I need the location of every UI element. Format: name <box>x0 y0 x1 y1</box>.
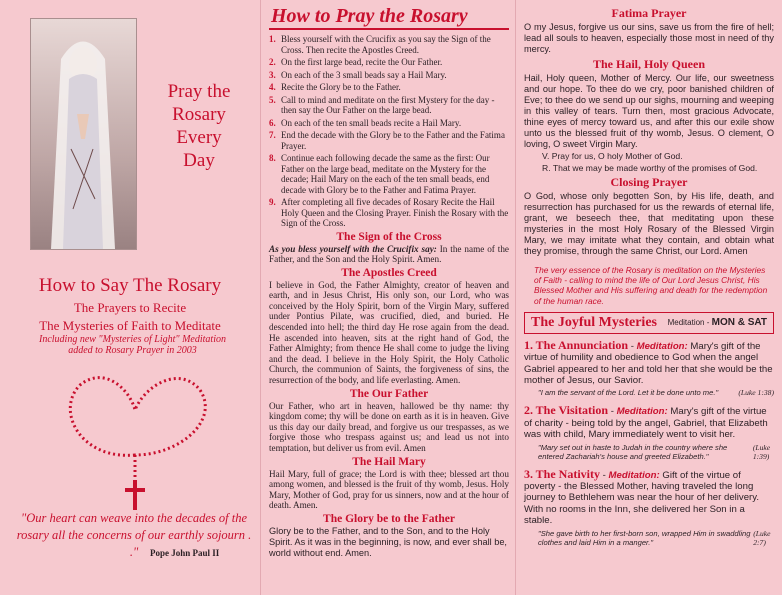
step-text: On the first large bead, recite the Our Father. <box>281 57 443 67</box>
step-text: Recite the Glory be to the Father. <box>281 82 401 92</box>
rosary-beads-icon <box>50 370 220 515</box>
step-item <box>269 34 509 55</box>
hail-holy-queen-title: The Hail, Holy Queen <box>592 57 705 71</box>
quote-text: "She gave birth to her first-born son, wrapped Him in swaddling clothes and laid Him in a manger." <box>538 528 751 547</box>
middle-panel <box>260 0 515 595</box>
mystery-number: 3. <box>524 466 533 481</box>
our-father-text: Our Father, who art in heaven, hallowed be thy name: thy kingdom come; thy will be done on earth as it is in heaven. Give us this day our daily bread, and forgive us our trespasses, as we forgive those who trespass against us; and lead us not into temptation, but deliver us from evil. Amen <box>269 400 509 453</box>
joyful-mysteries-header <box>524 312 774 334</box>
mystery-number: 1. <box>524 337 533 352</box>
pray-line: Every <box>176 127 222 148</box>
step-text: On each of the ten small beads recite a Hail Mary. <box>281 117 462 128</box>
prayers-subtitle: The Prayers to Recite <box>73 300 187 315</box>
mystery-item: 1. The Annunciation - Meditation: Mary's gift of the virtue of humility and obedience to God when the angel Gabriel appeared to her and told her that she would be the mother of Jesus, our Savior. <box>524 337 773 387</box>
madonna-image <box>30 18 137 250</box>
pray-line: Day <box>183 150 215 171</box>
quote-ref: (Luke 1:39) <box>752 442 771 461</box>
days-label: Meditation - <box>667 318 710 328</box>
hail-holy-queen-text: Hail, Holy queen, Mother of Mercy. Our life, our sweetness and our hope. To thee do we cry, poor banished children of Eve; to thee do we send up our sighs, mourning and weeping in this valley of tears. Turn then, most gracious Advocate, thine eyes of mercy toward us, and after this our exile show unto us the blessed fruit of thy womb, Jesus. O clement, O loving, O sweet Virgin Mary. <box>524 73 774 149</box>
step-item <box>269 82 509 93</box>
sign-of-cross-text <box>269 244 509 265</box>
quote-text: "I am the servant of the Lord. Let it be done unto me." <box>538 388 719 398</box>
closing-prayer-title: Closing Prayer <box>610 175 688 189</box>
step-text: Bless yourself with the Crucifix as you say the Sign of the Cross. Then recite the Apostles Creed. <box>281 34 491 55</box>
step-number: 1. <box>269 34 276 44</box>
glory-be-text: Glory be to the Father, and to the Son, and to the Holy Spirit. As it was in the beginning, is now, and ever shall be, world without end. Amen. <box>269 525 507 558</box>
step-item <box>269 153 509 195</box>
response: R. That we may be made worthy of the promises of God. <box>542 162 758 173</box>
step-text: After completing all five decades of Rosary Recite the Hail Holy Queen and the Closing Prayer. Finish the Rosary with the Sign of the Cross. <box>281 197 509 228</box>
step-text: Continue each following decade the same as the first: Our Father on the large bead, meditate on the Mystery for the decade; Hail Mary on the each of the ten small beads, end decade with Glory be to the Father and Fatima Prayer. <box>281 153 490 195</box>
sign-body: In the name of the Father, and the Son and the Holy Spirit. Amen. <box>269 243 509 265</box>
meditation-label: Meditation: <box>616 406 668 418</box>
scripture-quote <box>538 388 774 397</box>
pope-quote: "Our heart can weave into the decades of the rosary all the concerns of our earthly sojourn . ." <box>16 511 252 559</box>
closing-prayer-text: O God, whose only begotten Son, by His life, death, and resurrection has purchased for us the rewards of eternal life, grant, we beseech thee, that meditating upon these mysteries in the most Holy Rosary of the Blessed Virgin Mary, we may imitate what they contain, and obtain what they promise, through the same Christ, our Lord. Amen <box>524 191 774 256</box>
quote-text: "Mary set out in haste to Judah in the country where she entered Zachariah's house and greeted Elizabeth." <box>538 442 728 461</box>
joyful-title: The Joyful Mysteries <box>531 314 657 330</box>
light-note-line: Including new "Mysteries of Light" Meditation <box>39 334 226 345</box>
right-panel <box>515 0 782 595</box>
step-text: End the decade with the Glory be to the Father and the Fatima Prayer. <box>281 130 505 151</box>
meditation-label: Meditation: <box>608 469 660 481</box>
step-number: 2. <box>269 57 276 67</box>
step-number: 8. <box>269 153 276 163</box>
sign-of-cross-title: The Sign of the Cross <box>336 230 442 243</box>
steps-list <box>269 34 509 229</box>
step-number: 3. <box>269 69 276 80</box>
step-item <box>269 118 509 129</box>
hail-mary-title: The Hail Mary <box>352 455 426 468</box>
step-number: 5. <box>269 94 276 105</box>
fatima-title: Fatima Prayer <box>611 6 687 20</box>
hail-mary-text: Hail Mary, full of grace; the Lord is with thee; blessed art thou among women, and blessed is the fruit of thy womb, Jesus. Holy Mary, Mother of God, pray for us sinners, now and at the hour of death. Amen. <box>269 468 509 511</box>
versicle: V. Pray for us, O holy Mother of God. <box>542 151 683 161</box>
page-title: How to Pray the Rosary <box>269 4 509 30</box>
sign-lead: As you bless yourself with the Crucifix say: <box>269 243 437 254</box>
quote-ref: (Luke 1:38) <box>738 388 774 398</box>
pope-attribution: Pope John Paul II <box>150 548 220 558</box>
apostles-creed-title: The Apostles Creed <box>341 266 437 279</box>
step-item <box>269 130 509 151</box>
glory-be-title: The Glory be to the Father <box>323 512 455 525</box>
step-item <box>269 70 509 81</box>
scripture-quote <box>538 529 774 547</box>
praying-virgin-icon <box>31 19 136 249</box>
mystery-text: Gift of the virtue of poverty - the Blessed Mother, having traveled the long journey to Bethlehem was near the hour of her delivery. With no rooms in the Inn, she delivered her Son in a stable. <box>524 469 759 527</box>
mystery-name: The Annunciation <box>535 337 629 352</box>
mysteries-subtitle: The Mysteries of Faith to Meditate <box>39 318 221 333</box>
step-number: 9. <box>269 197 276 207</box>
mystery-name: The Visitation <box>535 403 609 418</box>
step-number: 7. <box>269 130 276 140</box>
pray-line: Pray the <box>167 81 231 102</box>
step-number: 4. <box>269 82 276 92</box>
mystery-item: 2. The Visitation - Meditation: Mary's gift of the virtue of charity - being told by the angel, Gabriel, that Elizabeth was with child, Mary immediately went to visit her. <box>524 403 768 441</box>
mystery-text: Mary's gift of the virtue of humility and obedience to God when the angel Gabriel appeared to her and told her that she would be the mother of Jesus, our Savior. <box>524 340 773 387</box>
left-panel <box>0 0 260 595</box>
our-father-title: The Our Father <box>349 387 429 400</box>
mystery-name: The Nativity <box>535 466 601 481</box>
mystery-number: 2. <box>524 403 533 418</box>
days-value: MON & SAT <box>711 317 767 329</box>
scripture-quote <box>538 443 774 461</box>
meditation-label: Meditation: <box>636 340 688 352</box>
mystery-item: 3. The Nativity - Meditation: Gift of the virtue of poverty - the Blessed Mother, having traveled the long journey to Bethlehem was near the hour of her delivery. With no rooms in the Inn, she delivered her Son in a stable. <box>524 466 759 527</box>
light-note-line: added to Rosary Prayer in 2003 <box>68 345 197 356</box>
fatima-text: O my Jesus, forgive us our sins, save us from the fire of hell; lead all souls to heaven, especially those most in need of thy mercy. <box>524 22 774 54</box>
mystery-text: Mary's gift of the virtue of charity - being told by the angel, Gabriel, that Elizabeth was with child, Mary immediately went to visit her. <box>524 406 768 441</box>
joyful-days <box>668 317 767 328</box>
step-item <box>269 95 509 116</box>
step-item <box>269 57 509 68</box>
pray-daily-heading <box>140 80 258 172</box>
step-number: 6. <box>269 117 276 128</box>
essence-note: The very essence of the Rosary is meditation on the Mysteries of Faith - calling to mind the life of Our Lord Jesus Christ, His Blessed Mother and His suffering and death for the redemption of the human race. <box>534 265 768 306</box>
pray-line: Rosary <box>172 104 226 125</box>
step-item <box>269 197 509 229</box>
step-text: Call to mind and meditate on the first Mystery for the day - then say the Our Father on the large bead. <box>281 94 495 115</box>
step-text: On each of the 3 small beads say a Hail Mary. <box>281 69 447 80</box>
how-to-title: How to Say The Rosary <box>38 275 222 296</box>
apostles-creed-text: I believe in God, the Father Almighty, creator of heaven and earth, and in Jesus Christ, His only son, our Lord, who was conceived by the Holy Spirit, born of the Virgin Mary, suffered under Pontius Pilate, was crucified, died, and buried. He descended into hell; the third day He rose again from the dead. He ascended into heaven, sits at the right hand of God, the Father Almighty; from thence He shall come to judge the living and the dead. I believe in the Holy Spirit, the Holy Catholic Church, the communion of Saints, the forgiveness of sins, the resurrection of the body, and life everlasting. Amen. <box>269 279 509 386</box>
light-note <box>10 334 255 356</box>
quote-ref: (Luke 2:7) <box>753 528 771 547</box>
